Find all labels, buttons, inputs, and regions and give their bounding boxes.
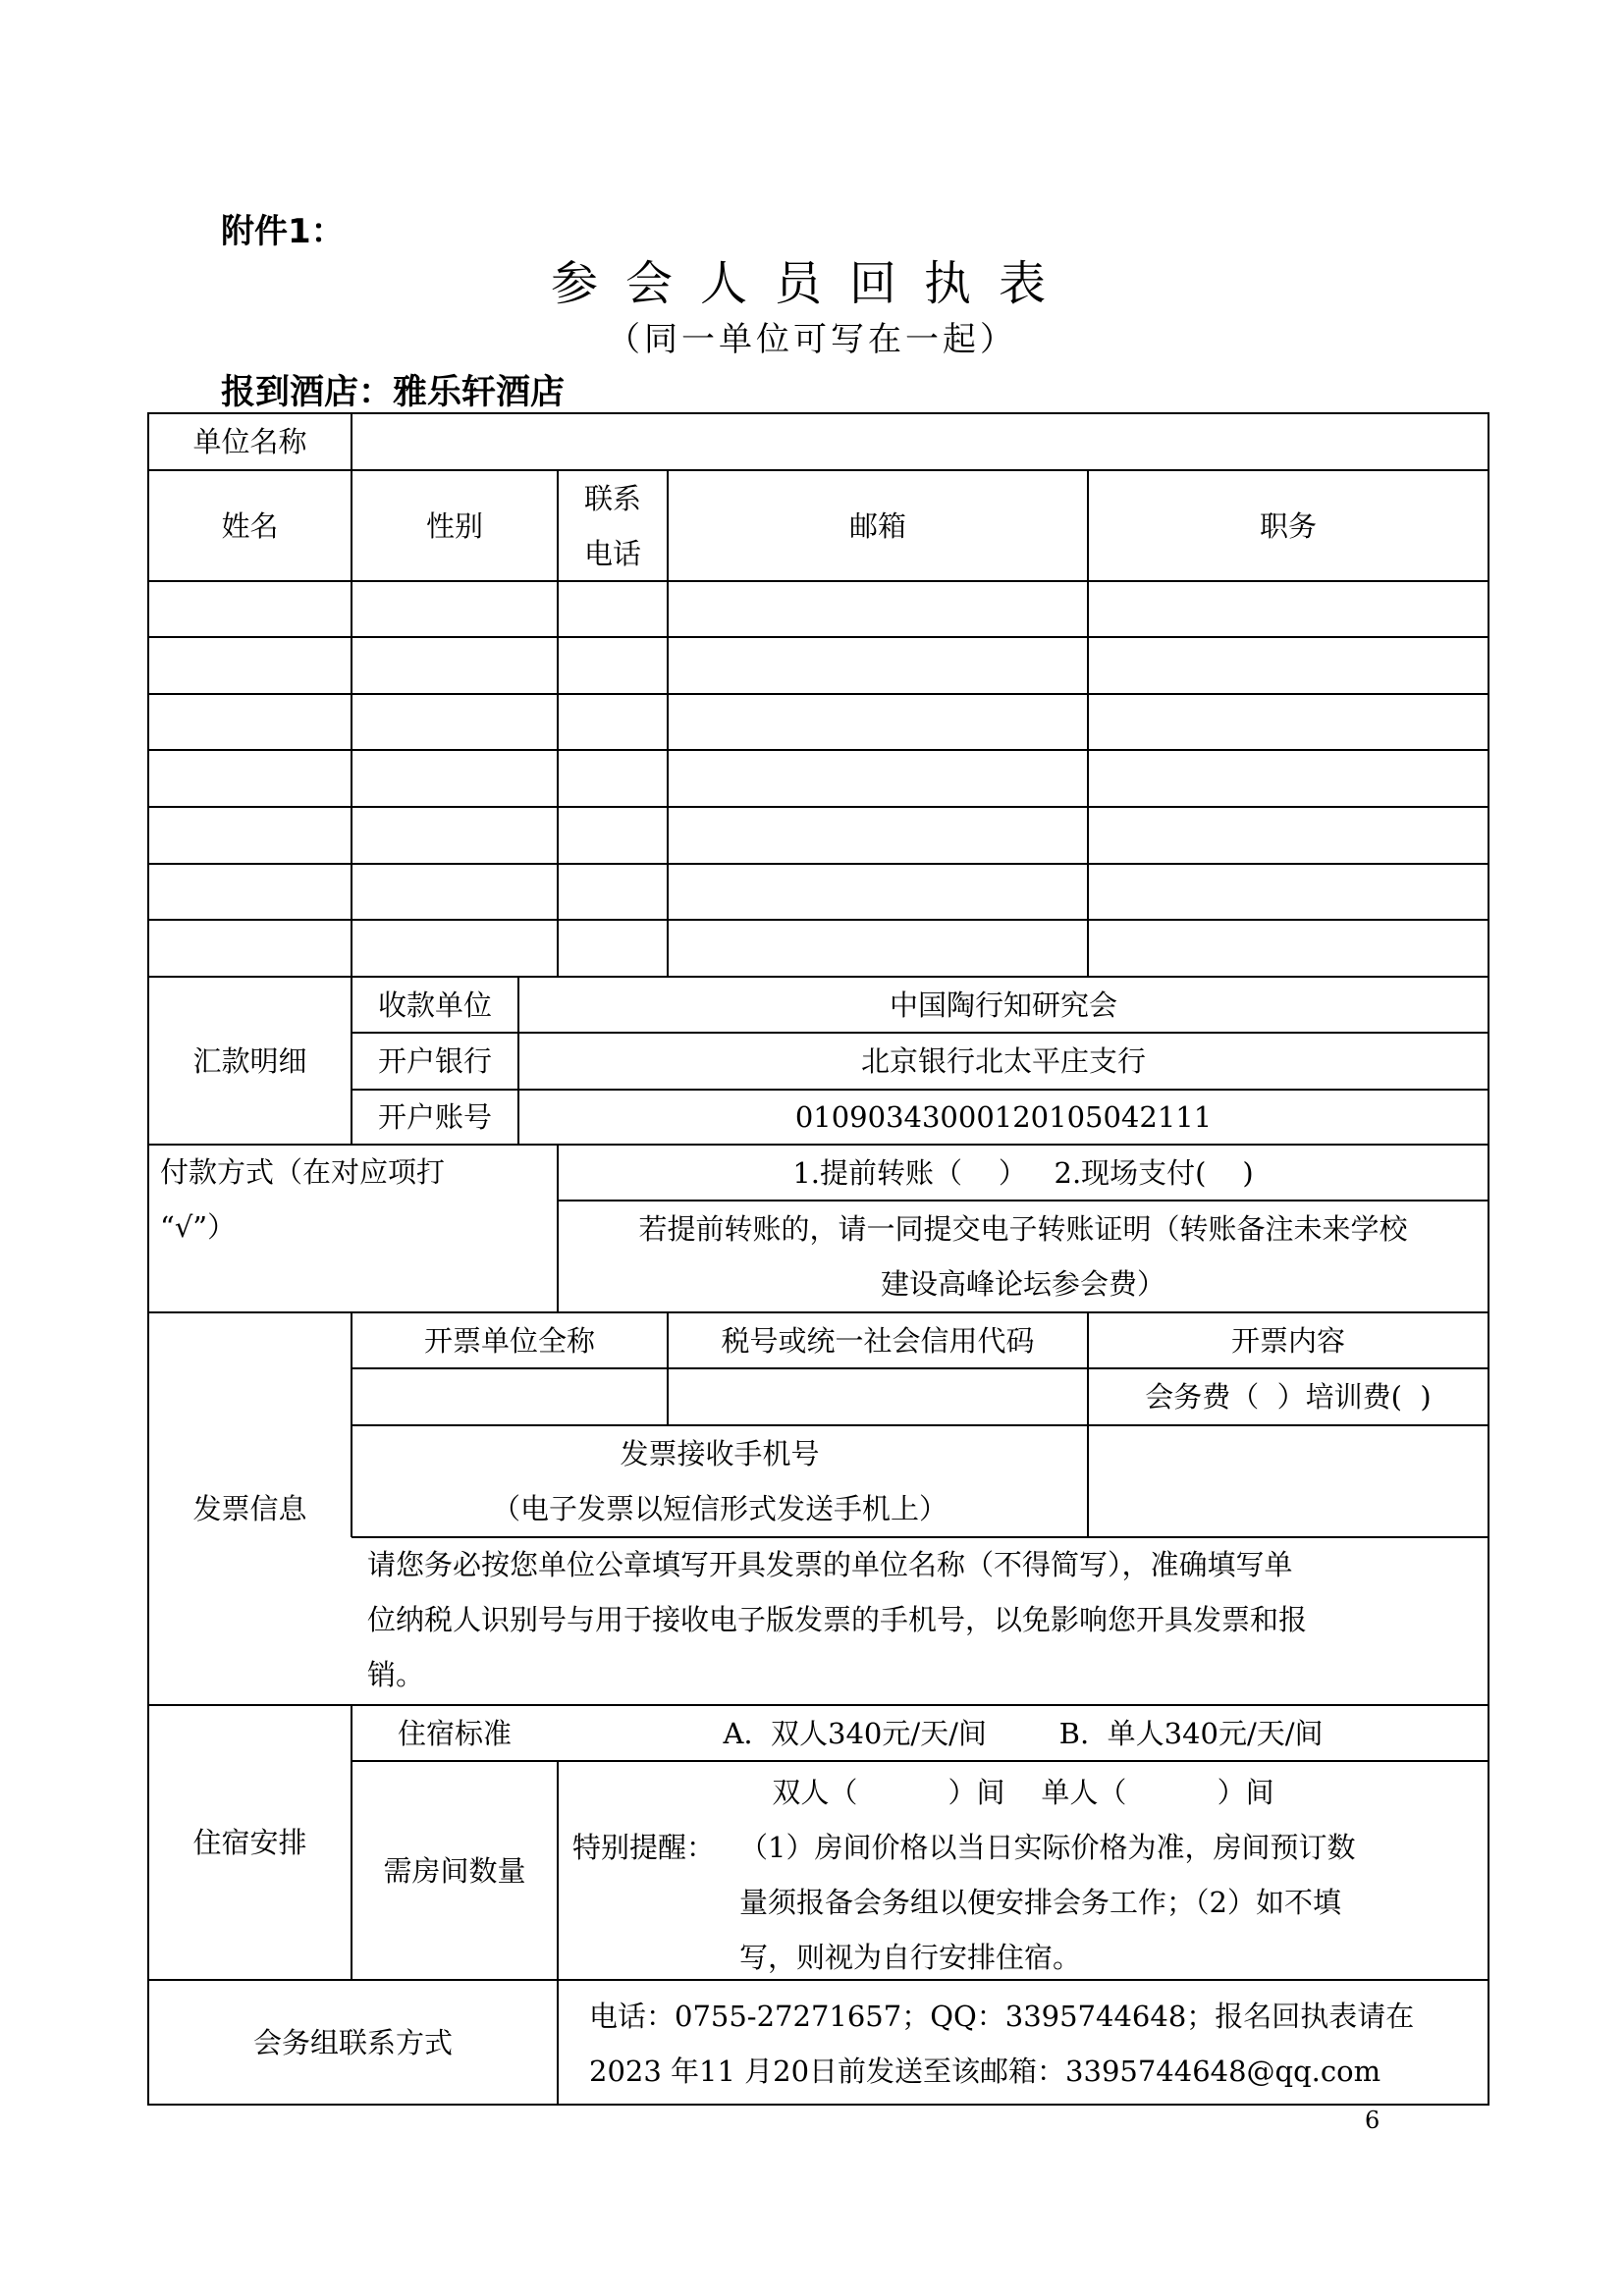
account-value: 01090343000120105042111 [794, 1100, 1213, 1134]
reminder-line2: 量须报备会务组以便安排会务工作；（2）如不填 [739, 1886, 1341, 1919]
invoice-note-line3: 销。 [367, 1658, 425, 1691]
attachment-label: 附件1： [221, 212, 345, 251]
lodging-standard-label: 住宿标准 [397, 1716, 512, 1750]
invoice-content-options[interactable]: 会务费（ ）培训费( ) [1145, 1380, 1432, 1414]
invoice-phone-field[interactable] [1088, 1425, 1489, 1537]
page-subtitle: （同一单位可写在一起） [607, 320, 1017, 359]
payment-note [558, 1201, 1489, 1312]
contact-line1: 电话：0755-27271657；QQ：3395744648；报名回执表请在 [589, 2000, 1415, 2033]
payee-label: 收款单位 [377, 988, 492, 1022]
invoice-note [367, 1537, 1482, 1705]
remittance-label: 汇款明细 [192, 1043, 307, 1078]
attendee-rows[interactable] [148, 581, 1489, 977]
payment-method-label-line2: “√”） [160, 1210, 237, 1244]
invoice-phone-label-line2: （电子发票以短信形式发送手机上） [491, 1492, 947, 1525]
column-header-email: 邮箱 [848, 508, 906, 543]
page-number: 6 [1365, 2107, 1380, 2134]
payment-options[interactable]: 1.提前转账（ ） 2.现场支付( ) [792, 1155, 1254, 1190]
payee-value: 中国陶行知研究会 [889, 988, 1117, 1022]
invoice-label: 发票信息 [192, 1492, 307, 1525]
payment-note-line2: 建设高峰论坛参会费） [880, 1267, 1165, 1301]
page-title: 参会人员回执表 [550, 256, 1073, 311]
column-header-position: 职务 [1259, 508, 1317, 543]
hotel-info: 报到酒店：雅乐轩酒店 [221, 373, 566, 412]
rooms-needed-label: 需房间数量 [383, 1853, 526, 1888]
contact-label: 会务组联系方式 [252, 2025, 453, 2059]
reminder-line1: （1）房间价格以当日实际价格为准，房间预订数 [739, 1831, 1356, 1864]
unit-name-label: 单位名称 [192, 425, 307, 458]
payment-note-line1: 若提前转账的，请一同提交电子转账证明（转账备注未来学校 [638, 1212, 1408, 1246]
rooms-needed-input[interactable]: 双人（ ）间 单人（ ）间 [772, 1776, 1274, 1809]
invoice-note-line2: 位纳税人识别号与用于接收电子版发票的手机号，以免影响您开具发票和报 [367, 1603, 1308, 1636]
invoice-phone-label [352, 1425, 1088, 1537]
column-header-phone [558, 470, 668, 581]
column-header-name: 姓名 [221, 508, 279, 543]
column-header-gender: 性别 [425, 508, 483, 543]
account-label: 开户账号 [377, 1100, 492, 1134]
invoice-company-label: 开票单位全称 [423, 1323, 595, 1358]
bank-value: 北京银行北太平庄支行 [860, 1044, 1146, 1078]
contact-line2: 2023 年11 月20日前发送至该邮箱：3395744648@qq.com [589, 2055, 1381, 2088]
reminder-line3: 写，则视为自行安排住宿。 [739, 1941, 1082, 1974]
invoice-content-label: 开票内容 [1230, 1323, 1345, 1358]
lodging-label: 住宿安排 [192, 1826, 307, 1859]
payment-method-label-line1: 付款方式（在对应项打 [160, 1155, 446, 1189]
invoice-tax-field[interactable] [668, 1368, 1088, 1425]
invoice-company-field[interactable] [352, 1368, 668, 1425]
column-header-phone-line1: 联系 [583, 481, 641, 515]
column-header-phone-line2: 电话 [583, 536, 641, 570]
unit-name-field[interactable] [352, 413, 1489, 470]
invoice-note-line1: 请您务必按您单位公章填写开具发票的单位名称（不得简写），准确填写单 [367, 1548, 1293, 1581]
payment-method-label [160, 1145, 553, 1312]
invoice-tax-label: 税号或统一社会信用代码 [721, 1323, 1035, 1358]
lodging-standard-value: A. 双人340元/天/间 B. 单人340元/天/间 [723, 1716, 1324, 1750]
invoice-phone-label-line1: 发票接收手机号 [620, 1437, 820, 1470]
reminder-label: 特别提醒： [572, 1831, 716, 1864]
bank-label: 开户银行 [377, 1044, 492, 1078]
